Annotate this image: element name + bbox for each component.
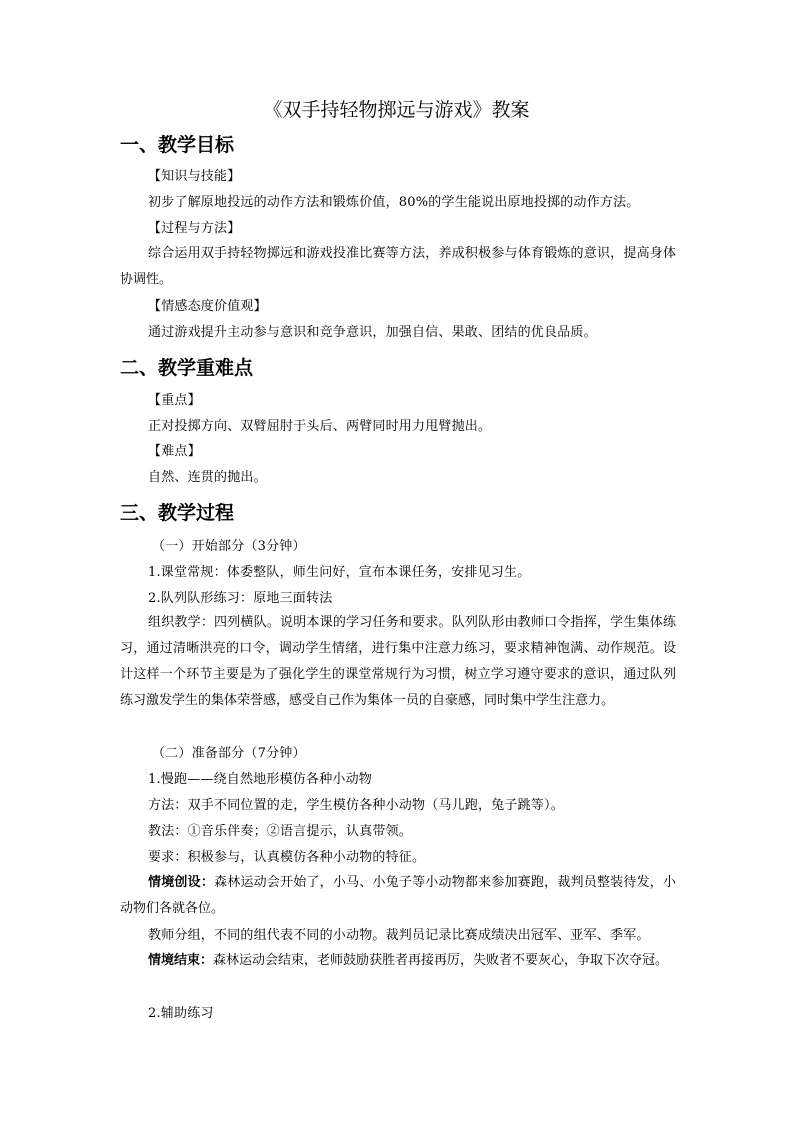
difficult-label: 【难点】	[148, 444, 201, 459]
process-text: 综合运用双手持轻物掷远和游戏投准比赛等方法，养成积极参与体育锻炼的意识，提高身体协调性。	[120, 246, 676, 287]
process-label: 【过程与方法】	[148, 221, 241, 236]
routine-text: 1.课堂常规：体委整队，师生问好，宣布本课任务，安排见习生。	[148, 565, 531, 580]
section-heading-process: 三、教学过程	[120, 502, 235, 524]
drill-text: 2.队列队形练习：原地三面转法	[148, 591, 333, 606]
require-text: 要求：积极参与，认真模仿各种小动物的特征。	[148, 850, 426, 865]
section-heading-objectives: 一、教学目标	[120, 134, 235, 156]
scene-label: 情境创设：	[148, 875, 215, 890]
group-text: 教师分组，不同的组代表不同的小动物。裁判员记录比赛成绩决出冠军、亚军、季军。	[148, 928, 650, 943]
jog-text: 1.慢跑——绕自然地形模仿各种小动物	[148, 772, 373, 787]
emotion-label: 【情感态度价值观】	[148, 299, 267, 314]
end-text: 森林运动会结束，老师鼓励获胜者再接再厉，失败者不要灰心，争取下次夺冠。	[213, 953, 669, 968]
difficult-text: 自然、连贯的抛出。	[148, 470, 267, 485]
part2-label: （二）准备部分（7分钟）	[152, 746, 306, 761]
scene-paragraph	[120, 870, 676, 922]
teaching-text: 教法：①音乐伴奏；②语言提示，认真带领。	[148, 824, 413, 839]
end-label: 情境结束：	[148, 953, 214, 968]
method-text: 方法：双手不同位置的走，学生模仿各种小动物（马儿跑，兔子跳等）。	[148, 798, 564, 813]
aux-text: 2.辅助练习	[148, 1006, 214, 1021]
key-label: 【重点】	[148, 393, 201, 408]
key-text: 正对投掷方向、双臂屈肘于头后、两臂同时用力甩臂抛出。	[148, 419, 492, 434]
page-title: 《双手持轻物掷远与游戏》教案	[263, 99, 530, 121]
knowledge-label: 【知识与技能】	[148, 169, 241, 184]
scene-text: 森林运动会开始了，小马、小兔子等小动物都来参加赛跑，裁判员整装待发，小动物们各就各位。	[120, 875, 676, 916]
knowledge-text: 初步了解原地投远的动作方法和锻炼价值，80%的学生能说出原地投掷的动作方法。	[148, 195, 640, 210]
part1-label: （一）开始部分（3分钟）	[152, 539, 306, 554]
emotion-text: 通过游戏提升主动参与意识和竞争意识，加强自信、果敢、团结的优良品质。	[148, 325, 597, 340]
organize-text: 组织教学：四列横队。说明本课的学习任务和要求。队列队形由教师口令指挥，学生集体练习，通过清晰洪亮的口令，调动学生情绪，进行集中注意力练习，要求精神饱满、动作规范。设计这样一个环节主要是为了强化学生的课堂常规行为习惯，树立学习遵守要求的意识，通过队列练习激发学生的集体荣誉感，感受自己作为集体一员的自豪感，同时集中学生注意力。	[120, 615, 676, 708]
end-paragraph	[120, 948, 676, 974]
section-heading-key-points: 二、教学重难点	[120, 357, 254, 379]
